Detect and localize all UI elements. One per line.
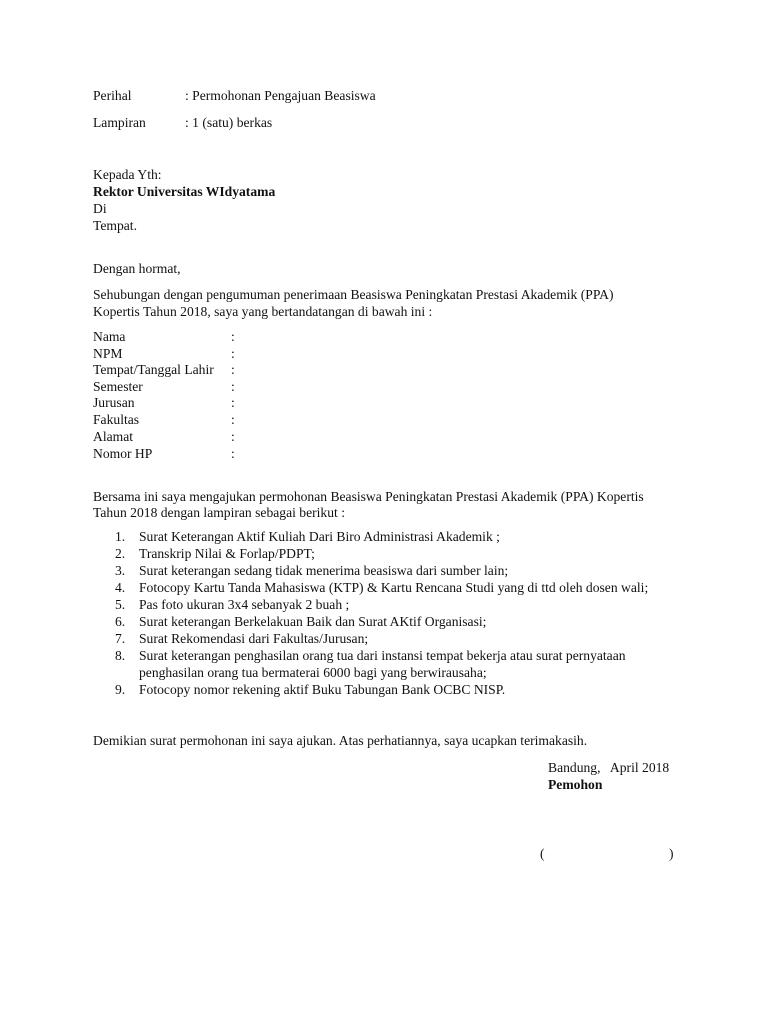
salutation: Dengan hormat, bbox=[93, 261, 181, 276]
list-item bbox=[93, 579, 693, 596]
list-text: Fotocopy nomor rekening aktif Buku Tabungan Bank OCBC NISP. bbox=[139, 682, 506, 697]
closing-statement: Demikian surat permohonan ini saya ajukan. Atas perhatiannya, saya ucapkan terimakasih. bbox=[93, 733, 588, 748]
recipient-name: Rektor Universitas WIdyatama bbox=[93, 184, 276, 199]
field-label: Semester bbox=[93, 379, 143, 394]
field-label: Alamat bbox=[93, 429, 134, 444]
field-colon: : bbox=[231, 329, 235, 344]
list-number: 8. bbox=[115, 648, 126, 663]
list-text: Fotocopy Kartu Tanda Mahasiswa (KTP) & Kartu Rencana Studi yang di ttd oleh dosen wali; bbox=[139, 580, 649, 595]
list-item bbox=[93, 613, 693, 630]
field-colon: : bbox=[231, 362, 235, 377]
field-colon: : bbox=[231, 429, 235, 444]
field-label: Jurusan bbox=[93, 395, 135, 410]
signature-role: Pemohon bbox=[548, 777, 603, 792]
field-colon: : bbox=[231, 412, 235, 427]
field-colon: : bbox=[231, 379, 235, 394]
body-line-2: Tahun 2018 dengan lampiran sebagai berikut : bbox=[93, 505, 345, 520]
recipient-place: Tempat. bbox=[93, 218, 137, 233]
list-text: Pas foto ukuran 3x4 sebanyak 2 buah ; bbox=[139, 597, 350, 612]
list-item bbox=[93, 528, 693, 545]
list-text: Surat keterangan sedang tidak menerima beasiswa dari sumber lain; bbox=[139, 563, 509, 578]
list-item bbox=[93, 647, 693, 681]
list-number: 4. bbox=[115, 580, 126, 595]
lampiran-value: : 1 (satu) berkas bbox=[185, 115, 273, 130]
list-number: 2. bbox=[115, 546, 126, 561]
intro-line-1: Sehubungan dengan pengumuman penerimaan Beasiswa Peningkatan Prestasi Akademik (PPA) bbox=[93, 287, 614, 302]
field-colon: : bbox=[231, 446, 235, 461]
list-number: 5. bbox=[115, 597, 126, 612]
field-label: Nama bbox=[93, 329, 126, 344]
list-item bbox=[93, 545, 693, 562]
attachment-list bbox=[93, 528, 693, 698]
list-text: Surat keterangan penghasilan orang tua dari instansi tempat bekerja atau surat pernyataan penghasilan orang tua bermaterai 6000 bagi yang berwirausaha; bbox=[139, 648, 626, 680]
list-text: Surat Rekomendasi dari Fakultas/Jurusan; bbox=[139, 631, 369, 646]
field-label: Nomor HP bbox=[93, 446, 153, 461]
body-line-1: Bersama ini saya mengajukan permohonan Beasiswa Peningkatan Prestasi Akademik (PPA) Kopertis bbox=[93, 489, 644, 504]
list-text: Transkrip Nilai & Forlap/PDPT; bbox=[139, 546, 315, 561]
list-text: Surat Keterangan Aktif Kuliah Dari Biro Administrasi Akademik ; bbox=[139, 529, 500, 544]
perihal-value: : Permohonan Pengajuan Beasiswa bbox=[185, 88, 376, 103]
list-number: 3. bbox=[115, 563, 126, 578]
list-item bbox=[93, 630, 693, 647]
recipient-di: Di bbox=[93, 201, 107, 216]
list-item bbox=[93, 681, 693, 698]
list-number: 6. bbox=[115, 614, 126, 629]
list-item bbox=[93, 596, 693, 613]
field-label: Tempat/Tanggal Lahir bbox=[93, 362, 214, 377]
recipient-greeting: Kepada Yth: bbox=[93, 167, 162, 182]
field-label: Fakultas bbox=[93, 412, 140, 427]
list-number: 9. bbox=[115, 682, 126, 697]
intro-line-2: Kopertis Tahun 2018, saya yang bertandatangan di bawah ini : bbox=[93, 304, 433, 319]
field-colon: : bbox=[231, 395, 235, 410]
list-number: 7. bbox=[115, 631, 126, 646]
list-item bbox=[93, 562, 693, 579]
signature-place-date: Bandung, April 2018 bbox=[548, 760, 670, 775]
field-colon: : bbox=[231, 346, 235, 361]
field-label: NPM bbox=[93, 346, 123, 361]
signature-open-paren: ( bbox=[540, 846, 545, 861]
signature-close-paren: ) bbox=[669, 846, 674, 861]
perihal-label: Perihal bbox=[93, 88, 132, 103]
lampiran-label: Lampiran bbox=[93, 115, 146, 130]
list-text: Surat keterangan Berkelakuan Baik dan Surat AKtif Organisasi; bbox=[139, 614, 487, 629]
list-number: 1. bbox=[115, 529, 126, 544]
